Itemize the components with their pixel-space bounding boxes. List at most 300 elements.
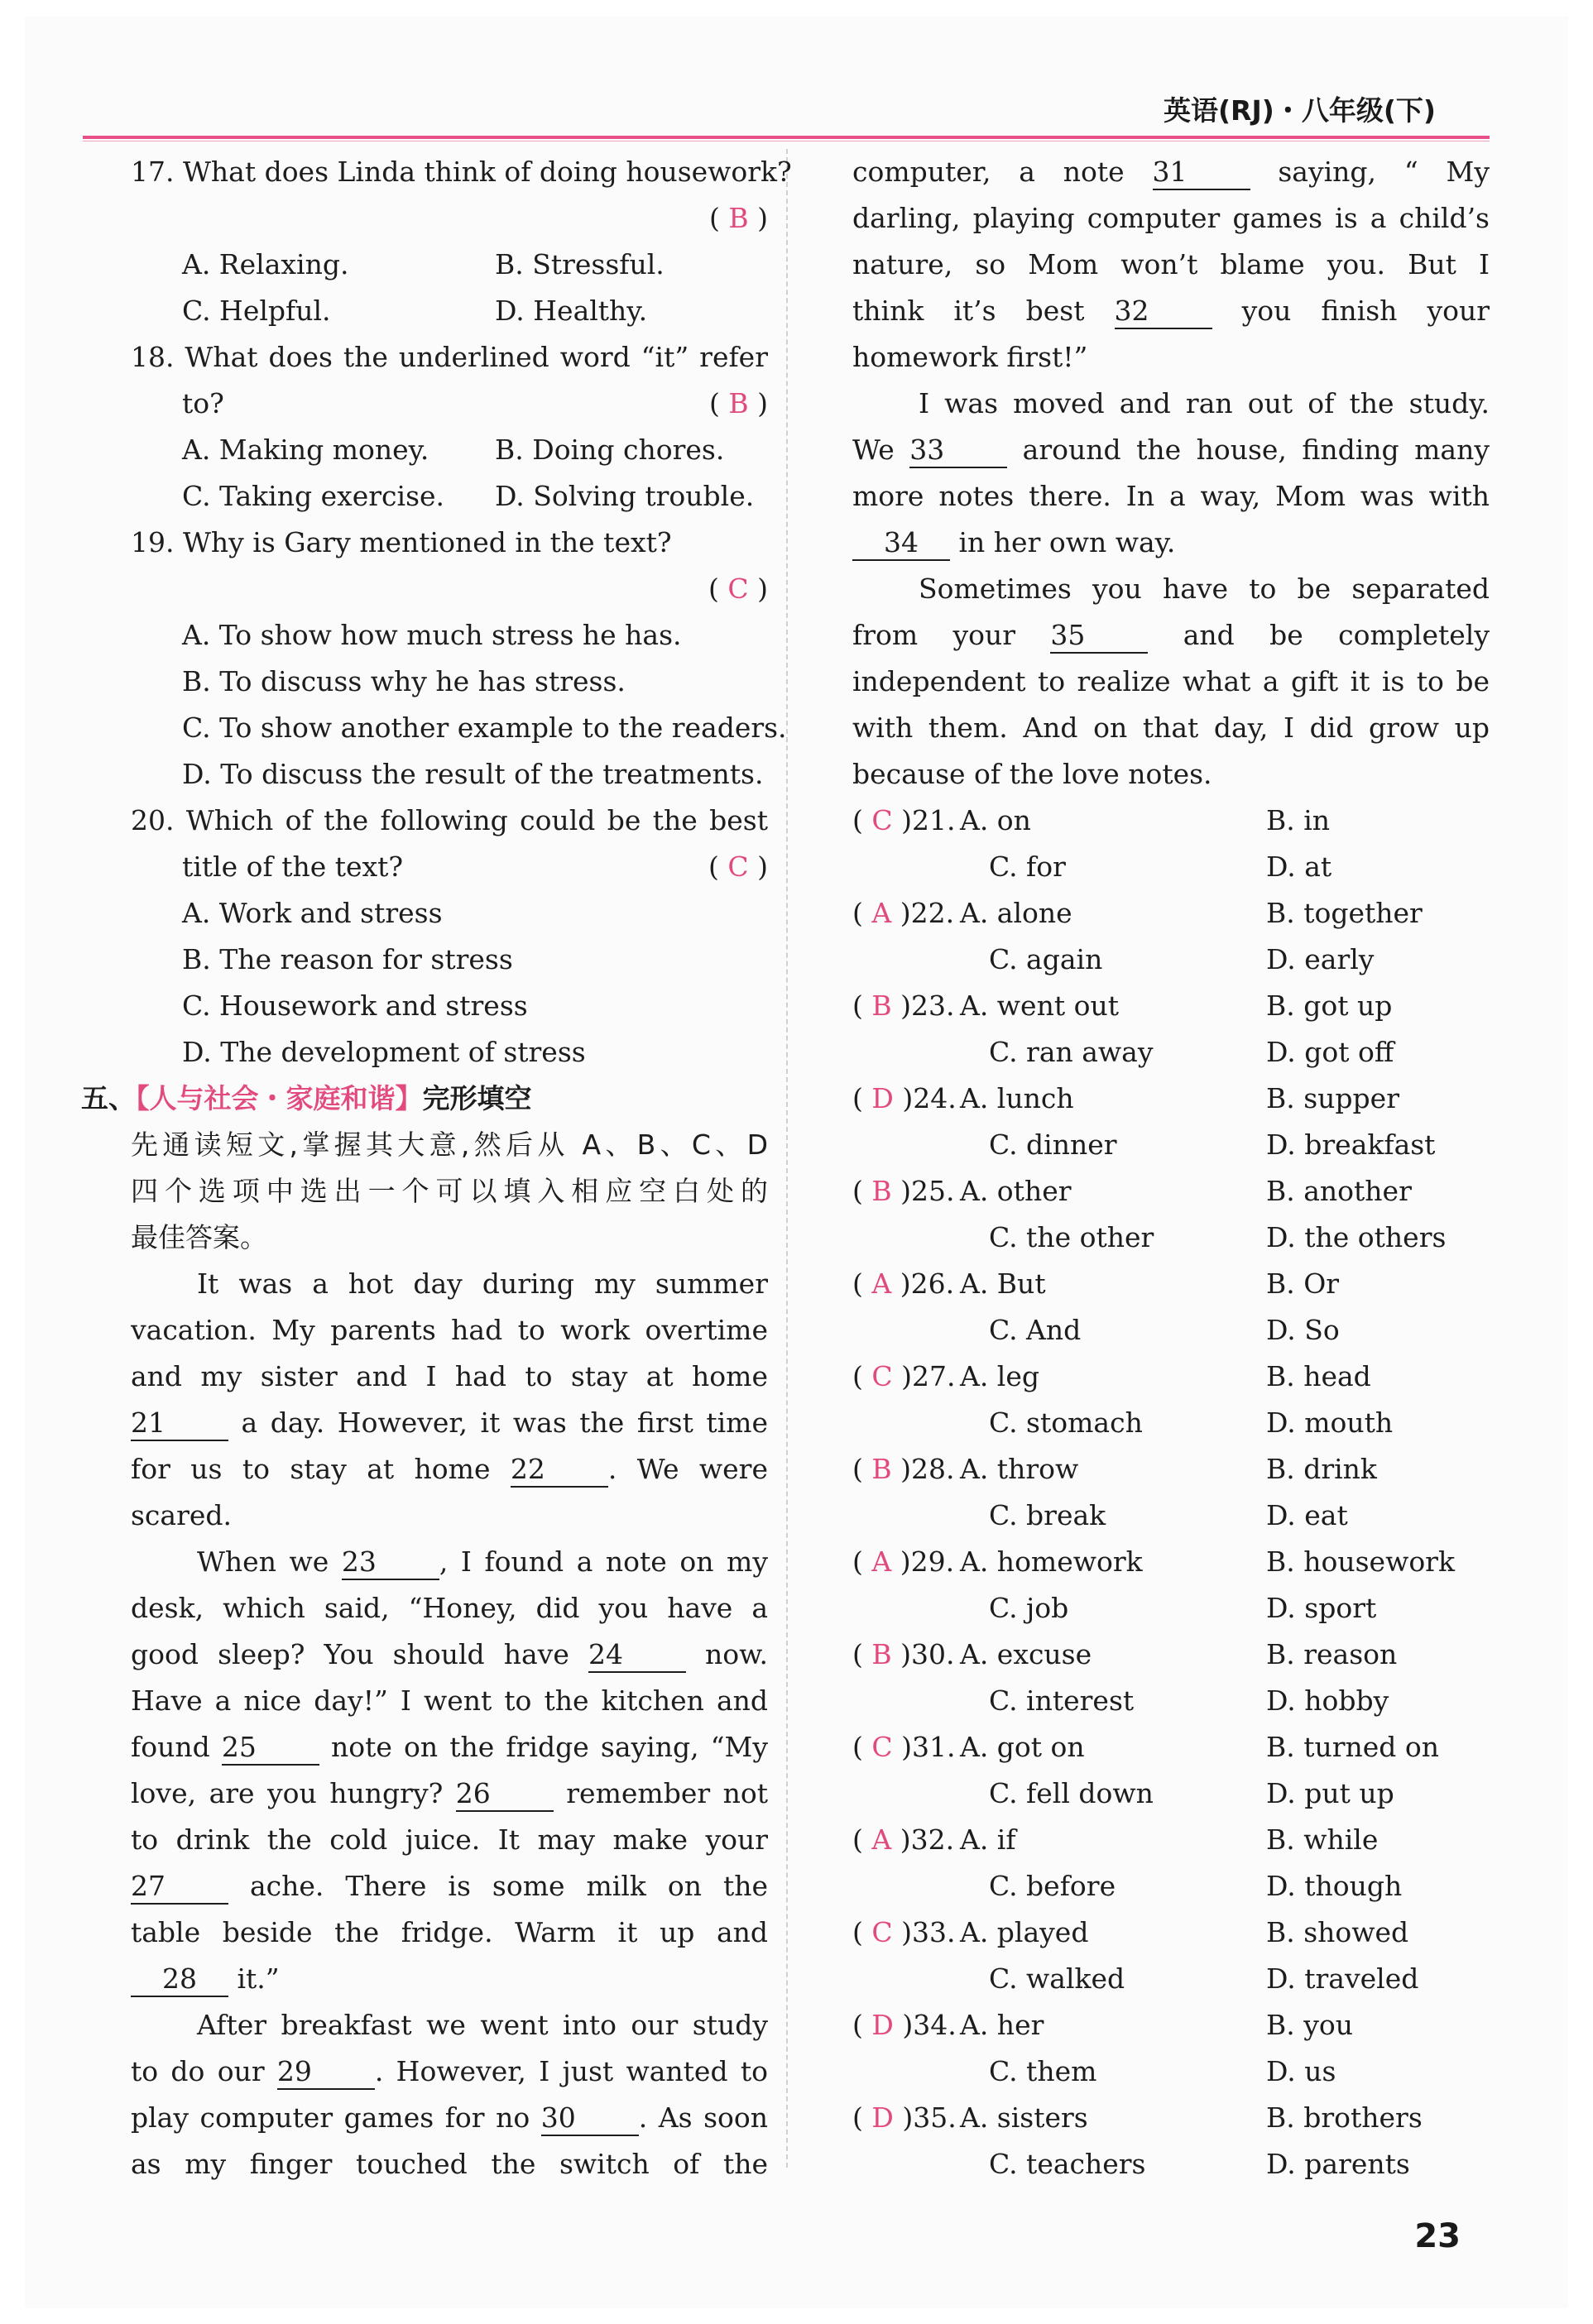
bracket-open: ( [852, 1360, 872, 1392]
cloze-question [852, 1724, 1490, 1771]
number-dot: . [945, 1267, 955, 1300]
number-dot: . [946, 1638, 955, 1670]
option[interactable]: C. walked [989, 1962, 1125, 1995]
option[interactable]: C. ran away [989, 1036, 1154, 1068]
passage-text: to do our [131, 2055, 277, 2087]
passage-line [852, 520, 1490, 566]
passage-line [852, 566, 1490, 612]
question-stem [131, 520, 768, 566]
answer-letter: A [871, 1823, 892, 1856]
passage-text: you finish your [1212, 295, 1490, 327]
option[interactable]: B. in [1266, 804, 1331, 836]
answer-row [131, 566, 768, 612]
passage-line [852, 288, 1490, 334]
passage-text: desk, which said, “Honey, did you have a [131, 1592, 768, 1624]
option[interactable]: B. showed [1266, 1916, 1409, 1948]
passage-text: After breakfast we went into our study [197, 2009, 768, 2041]
passage-line [852, 149, 1490, 195]
cloze-question [852, 1632, 1490, 1678]
option[interactable]: C. break [989, 1499, 1106, 1531]
passage-text: ache. There is some milk on the [228, 1870, 768, 1902]
option[interactable]: B. Stressful. [495, 248, 665, 280]
passage-line [131, 1956, 768, 2002]
passage-text: to drink the cold juice. It may make your [131, 1823, 768, 1856]
answer-letter: B [728, 202, 749, 234]
number-dot: . [947, 804, 956, 836]
answer-bracket [852, 1446, 955, 1493]
passage-text: play computer games for no [131, 2101, 541, 2134]
number-dot: . [946, 989, 955, 1022]
bracket-close: ) [892, 1731, 912, 1763]
option[interactable]: A. sisters [960, 2101, 1088, 2134]
passage-line [852, 242, 1490, 288]
passage-text: I was moved and ran out of the study. [919, 387, 1490, 419]
option[interactable]: C. Housework and stress [182, 989, 528, 1022]
passage-text: scared. [131, 1499, 233, 1531]
option[interactable]: C. the other [989, 1221, 1154, 1253]
cloze-question-cont [852, 1029, 1490, 1076]
passage-text: with them. And on that day, I did grow up [852, 712, 1490, 744]
bracket-close: ) [748, 387, 768, 419]
blank-27: 27 [131, 1870, 228, 1905]
number-dot: . [947, 1360, 956, 1392]
passage-text: love, are you hungry? [131, 1777, 456, 1809]
passage-text: note on the fridge saying, “My [319, 1731, 768, 1763]
stem-text: to? [182, 387, 224, 419]
question-number: 27 [912, 1360, 947, 1392]
answer-letter: C [727, 573, 749, 605]
option[interactable]: C. for [989, 851, 1066, 883]
answer-letter: C [727, 851, 749, 883]
bracket-close: ) [748, 202, 768, 234]
question-number: 30 [911, 1638, 947, 1670]
passage-line [852, 612, 1490, 659]
option[interactable]: A. Making money. [182, 434, 429, 466]
option[interactable]: A. got on [960, 1731, 1085, 1763]
option[interactable]: D. got off [1266, 1036, 1394, 1068]
question-number: 29 [910, 1545, 946, 1578]
question-number: 24 [913, 1082, 948, 1114]
cloze-question [852, 1446, 1490, 1493]
blank-34: 34 [852, 526, 950, 561]
cloze-question-cont [852, 1863, 1490, 1910]
question-number: 31 [912, 1731, 947, 1763]
option[interactable]: C. To show another example to the readers. [182, 712, 787, 744]
question-stem [131, 381, 768, 427]
number-dot: . [945, 897, 955, 929]
bracket-close: ) [893, 2009, 914, 2041]
passage-text: nature, so Mom won’t blame you. But I [852, 248, 1490, 280]
page-number: 23 [1414, 2217, 1461, 2255]
answer-letter: A [871, 1545, 892, 1578]
option[interactable]: B. while [1266, 1823, 1379, 1856]
passage-line [131, 1863, 768, 1910]
answer-letter: B [871, 1175, 892, 1207]
question-stem [131, 844, 768, 890]
cloze-question-cont [852, 2048, 1490, 2095]
passage-text: . We were [607, 1453, 768, 1485]
answer-bracket [852, 1076, 957, 1122]
passage-text: in her own way. [950, 526, 1176, 558]
option[interactable]: A. lunch [960, 1082, 1074, 1114]
answer-bracket [709, 195, 768, 242]
answer-bracket [852, 890, 954, 937]
option[interactable]: D. mouth [1266, 1406, 1394, 1439]
question-number: 25 [911, 1175, 947, 1207]
option[interactable]: A. other [960, 1175, 1072, 1207]
option[interactable]: C. fell down [989, 1777, 1154, 1809]
option[interactable]: B. brothers [1266, 2101, 1423, 2134]
passage-line [131, 1354, 768, 1400]
option[interactable]: B. reason [1266, 1638, 1398, 1670]
option[interactable]: C. interest [989, 1684, 1135, 1717]
section-heading [81, 1076, 768, 1122]
bracket-close: ) [892, 1916, 912, 1948]
option[interactable]: C. dinner [989, 1128, 1117, 1161]
passage-text: for us to stay at home [131, 1453, 511, 1485]
passage-text: homework first!” [852, 341, 1088, 373]
answer-bracket [852, 1354, 956, 1400]
option[interactable]: C. again [989, 943, 1103, 975]
option[interactable]: C. stomach [989, 1406, 1143, 1439]
blank-31: 31 [1153, 156, 1250, 190]
passage-text: it.” [228, 1962, 280, 1995]
number-dot: . [948, 2101, 957, 2134]
cloze-question-cont [852, 1585, 1490, 1632]
option[interactable]: C. before [989, 1870, 1116, 1902]
passage-text: from your [852, 619, 1051, 651]
bracket-close: ) [748, 573, 768, 605]
question-number: 28 [911, 1453, 947, 1485]
option[interactable]: D. put up [1266, 1777, 1394, 1809]
cloze-question [852, 890, 1490, 937]
bracket-close: ) [892, 804, 912, 836]
bracket-open: ( [852, 1545, 872, 1578]
cloze-question-cont [852, 1122, 1490, 1168]
option-row [131, 705, 787, 751]
section-tag: 【人与社会・家庭和谐】 [136, 1082, 423, 1114]
option[interactable]: B. you [1266, 2009, 1353, 2041]
option[interactable]: A. But [960, 1267, 1046, 1300]
option[interactable]: D. at [1266, 851, 1332, 883]
passage-line [131, 2095, 768, 2141]
passage-text: found [131, 1731, 222, 1763]
bracket-open: ( [708, 387, 729, 419]
option[interactable]: D. breakfast [1266, 1128, 1436, 1161]
question-number: 21 [912, 804, 947, 836]
option[interactable]: B. supper [1266, 1082, 1399, 1114]
passage-text: think it’s best [852, 295, 1115, 327]
option[interactable]: D. Healthy. [495, 295, 648, 327]
option[interactable]: D. though [1266, 1870, 1403, 1902]
blank-21: 21 [131, 1406, 228, 1441]
option[interactable]: A. alone [960, 897, 1072, 929]
answer-bracket [852, 2002, 957, 2048]
passage-line [131, 1632, 768, 1678]
option[interactable]: A. Relaxing. [182, 248, 349, 280]
passage-line [131, 2141, 768, 2187]
blank-29: 29 [277, 2055, 375, 2090]
answer-letter: A [871, 897, 892, 929]
option[interactable]: B. The reason for stress [182, 943, 513, 975]
cloze-question [852, 1539, 1490, 1585]
number-dot: . [946, 1453, 955, 1485]
passage-line [131, 1446, 768, 1493]
cloze-question-cont [852, 937, 1490, 983]
option[interactable]: D. parents [1266, 2148, 1410, 2180]
option-row [131, 473, 768, 520]
option[interactable]: B. head [1266, 1360, 1371, 1392]
option-row [131, 890, 768, 937]
bracket-open: ( [852, 989, 872, 1022]
passage-line [131, 1539, 768, 1585]
answer-bracket [852, 1724, 956, 1771]
blank-28: 28 [131, 1962, 228, 1997]
number-dot: . [947, 1731, 956, 1763]
option-row [131, 751, 768, 798]
option[interactable]: A. if [960, 1823, 1016, 1856]
answer-letter: D [871, 2009, 894, 2041]
option[interactable]: D. The development of stress [182, 1036, 586, 1068]
number-dot: . [946, 1175, 955, 1207]
bracket-close: ) [891, 1175, 912, 1207]
cloze-question-cont [852, 1307, 1490, 1354]
answer-letter: C [871, 1916, 893, 1948]
option[interactable]: C. Taking exercise. [182, 480, 445, 512]
passage-line [852, 334, 1490, 381]
passage-text: a day. However, it was the first time [228, 1406, 768, 1439]
bracket-close: ) [891, 1823, 911, 1856]
option[interactable]: D. Solving trouble. [495, 480, 755, 512]
option[interactable]: A. To show how much stress he has. [182, 619, 682, 651]
answer-bracket [852, 1168, 955, 1215]
passage-line [852, 473, 1490, 520]
passage-line [131, 1307, 768, 1354]
option[interactable]: A. leg [960, 1360, 1040, 1392]
header-rule [83, 136, 1490, 139]
cloze-question-cont [852, 1400, 1490, 1446]
option[interactable]: A. her [960, 2009, 1044, 2041]
bracket-open: ( [852, 2009, 872, 2041]
stem-text: title of the text? [182, 851, 404, 883]
passage-text: It was a hot day during my summer [197, 1267, 768, 1300]
cloze-question-cont [852, 1493, 1490, 1539]
option[interactable]: D. So [1266, 1314, 1340, 1346]
answer-letter: A [871, 1267, 892, 1300]
question-number: 22 [910, 897, 946, 929]
passage-text: now. [685, 1638, 768, 1670]
question-number: 34 [913, 2009, 948, 2041]
option-row [131, 242, 768, 288]
passage-text: remember not [553, 1777, 768, 1809]
bracket-close: ) [748, 851, 768, 883]
bracket-close: ) [891, 1545, 911, 1578]
cloze-question [852, 1076, 1490, 1122]
cloze-question [852, 2095, 1490, 2141]
cloze-question [852, 1354, 1490, 1400]
option[interactable]: A. Work and stress [182, 897, 443, 929]
cloze-question [852, 983, 1490, 1029]
option[interactable]: C. Helpful. [182, 295, 331, 327]
passage-line [131, 1817, 768, 1863]
option[interactable]: A. homework [960, 1545, 1143, 1578]
passage-line [131, 2048, 768, 2095]
option-row [131, 612, 768, 659]
option[interactable]: D. traveled [1266, 1962, 1419, 1995]
instructions-line: 四个选项中选出一个可以填入相应空白处的 [131, 1175, 768, 1207]
number-dot: . [948, 2009, 957, 2041]
bracket-open: ( [852, 2101, 872, 2134]
passage-text: more notes there. In a way, Mom was with [852, 480, 1490, 512]
option[interactable]: A. on [960, 804, 1031, 836]
option[interactable]: D. hobby [1266, 1684, 1389, 1717]
answer-bracket [852, 1632, 955, 1678]
answer-bracket [852, 983, 955, 1029]
bracket-open: ( [852, 1453, 872, 1485]
question-number: 26 [910, 1267, 946, 1300]
passage-text: computer, a note [852, 156, 1153, 188]
bracket-close: ) [891, 1638, 912, 1670]
passage-text: and my sister and I had to stay at home [131, 1360, 768, 1392]
option[interactable]: D. eat [1266, 1499, 1348, 1531]
option[interactable]: B. To discuss why he has stress. [182, 665, 626, 697]
instructions-line: 先通读短文,掌握其大意,然后从 A、B、C、D [131, 1128, 768, 1161]
option[interactable]: B. another [1266, 1175, 1412, 1207]
blank-22: 22 [511, 1453, 608, 1488]
option[interactable]: C. them [989, 2055, 1097, 2087]
stem-text: 19. Why is Gary mentioned in the text? [131, 526, 672, 558]
cloze-question [852, 798, 1490, 844]
passage-line [852, 705, 1490, 751]
option[interactable]: C. And [989, 1314, 1082, 1346]
option[interactable]: B. housework [1266, 1545, 1455, 1578]
option[interactable]: D. us [1266, 2055, 1336, 2087]
passage-line [131, 1493, 768, 1539]
option[interactable]: B. drink [1266, 1453, 1377, 1485]
answer-letter: C [871, 1360, 893, 1392]
answer-letter: D [871, 2101, 894, 2134]
answer-bracket [852, 2095, 957, 2141]
cloze-question-cont [852, 844, 1490, 890]
option[interactable]: B. turned on [1266, 1731, 1440, 1763]
blank-35: 35 [1050, 619, 1148, 654]
stem-text: 17. What does Linda think of doing housework? [131, 156, 792, 188]
cloze-question-cont [852, 1771, 1490, 1817]
bracket-open: ( [708, 573, 728, 605]
option[interactable]: D. To discuss the result of the treatments. [182, 758, 764, 790]
option-row [131, 983, 768, 1029]
passage-text: Sometimes you have to be separated [919, 573, 1490, 605]
option[interactable]: A. throw [960, 1453, 1079, 1485]
bracket-open: ( [852, 1638, 872, 1670]
answer-bracket [852, 1910, 956, 1956]
passage-text: as my finger touched the switch of the [131, 2148, 768, 2180]
passage-line [131, 2002, 768, 2048]
passage-text: Have a nice day!” I went to the kitchen and [131, 1684, 768, 1717]
bracket-close: ) [891, 989, 912, 1022]
option[interactable]: A. played [960, 1916, 1089, 1948]
section-title: 完形填空 [422, 1082, 532, 1114]
option[interactable]: B. got up [1266, 989, 1393, 1022]
passage-line [852, 381, 1490, 427]
passage-line [131, 1771, 768, 1817]
bracket-open: ( [708, 202, 729, 234]
option[interactable]: D. the others [1266, 1221, 1447, 1253]
option[interactable]: B. Or [1266, 1267, 1340, 1300]
option[interactable]: C. job [989, 1592, 1069, 1624]
stem-text: 18. What does the underlined word “it” refer [131, 341, 768, 373]
bracket-close: ) [891, 1453, 912, 1485]
passage-line [852, 427, 1490, 473]
right-column [852, 149, 1490, 2187]
bracket-open: ( [852, 804, 872, 836]
left-column [81, 149, 792, 2187]
passage-text: around the house, finding many [1007, 434, 1490, 466]
question-number: 32 [910, 1823, 946, 1856]
blank-25: 25 [222, 1731, 319, 1766]
blank-26: 26 [456, 1777, 554, 1812]
bracket-open: ( [852, 1175, 872, 1207]
passage-line [131, 1910, 768, 1956]
passage-text: vacation. My parents had to work overtime [131, 1314, 768, 1346]
answer-bracket [708, 844, 768, 890]
cloze-question-cont [852, 1956, 1490, 2002]
cloze-question [852, 1817, 1490, 1863]
answer-letter: B [871, 989, 892, 1022]
option[interactable]: A. went out [960, 989, 1119, 1022]
blank-24: 24 [588, 1638, 686, 1673]
option[interactable]: B. together [1266, 897, 1423, 929]
passage-text: because of the love notes. [852, 758, 1212, 790]
passage-line [131, 1400, 768, 1446]
stem-text: 20. Which of the following could be the best [131, 804, 768, 836]
passage-text: darling, playing computer games is a child’s [852, 202, 1490, 234]
answer-letter: C [871, 804, 893, 836]
passage-line [131, 1724, 768, 1771]
option[interactable]: A. excuse [960, 1638, 1092, 1670]
cloze-question [852, 1168, 1490, 1215]
answer-letter: D [871, 1082, 894, 1114]
cloze-question-cont [852, 2141, 1490, 2187]
question-number: 23 [911, 989, 947, 1022]
number-dot: . [947, 1916, 956, 1948]
cloze-question-cont [852, 1678, 1490, 1724]
passage-line [131, 1261, 768, 1307]
answer-bracket [852, 1539, 954, 1585]
number-dot: . [948, 1082, 957, 1114]
answer-bracket [852, 1817, 954, 1863]
question-stem [131, 798, 768, 844]
passage-line [852, 195, 1490, 242]
number-dot: . [945, 1823, 955, 1856]
passage-text: When we [197, 1545, 342, 1578]
bracket-open: ( [852, 1916, 872, 1948]
option-row [131, 937, 768, 983]
section-number: 五、 [81, 1082, 136, 1114]
option[interactable]: D. sport [1266, 1592, 1377, 1624]
blank-23: 23 [342, 1545, 439, 1580]
option[interactable]: B. Doing chores. [495, 434, 725, 466]
answer-row [131, 195, 768, 242]
option[interactable]: C. teachers [989, 2148, 1146, 2180]
bracket-open: ( [852, 1082, 872, 1114]
option[interactable]: D. early [1266, 943, 1375, 975]
bracket-close: ) [893, 2101, 914, 2134]
answer-bracket [709, 381, 768, 427]
bracket-open: ( [852, 897, 872, 929]
answer-bracket [852, 798, 956, 844]
cloze-question [852, 1910, 1490, 1956]
